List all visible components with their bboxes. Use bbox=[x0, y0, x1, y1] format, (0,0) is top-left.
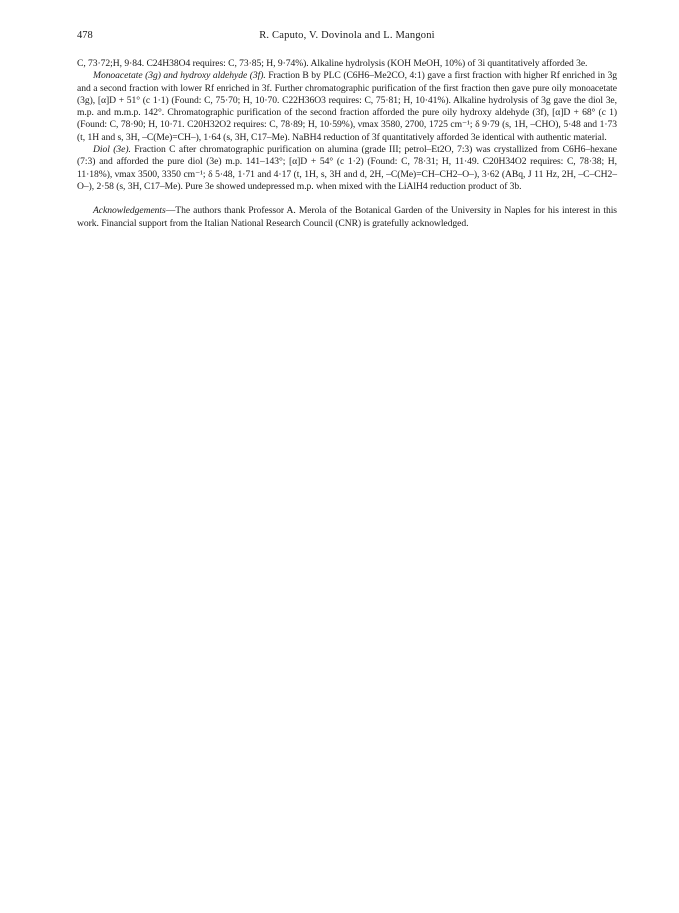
running-head-authors: R. Caputo, V. Dovinola and L. Mangoni bbox=[259, 30, 435, 41]
paragraph-diol bbox=[77, 144, 617, 193]
section-heading-monoacetate: Monoacetate (3g) and hydroxy aldehyde (3f). bbox=[93, 70, 266, 82]
section-heading-diol: Diol (3e). bbox=[93, 144, 131, 156]
paragraph-monoacetate-text: Fraction B by PLC (C6H6–Me2CO, 4:1) gave a first fraction with higher Rf enriched in 3g and a second fraction with lower Rf enriched in 3f. Further chromatographic purification of the first fraction then gave pure oily monoacetate (3g), [α]D + 51° (c 1·1) (Found: C, 75·70; H, 10·70. C22H36O3 requires: C, 75·81; H, 10·41%). Alkaline hydrolysis of 3g gave the diol 3e, m.p. and m.m.p. 142°. Chromatographic purification of the second fraction afforded the pure oily hydroxy aldehyde (3f), [α]D + 68° (c 1) (Found: C, 78·90; H, 10·71. C20H32O2 requires: C, 78·89; H, 10·59%), νmax 3580, 2700, 1725 cm⁻¹; δ 9·79 (s, 1H, –CHO), 5·48 and 1·73 (t, 1H and s, 3H, –C(Me)=CH–), 1·64 (s, 3H, C17–Me). NaBH4 reduction of 3f quantitatively afforded 3e identical with authentic material. bbox=[77, 70, 618, 143]
acknowledgements bbox=[77, 205, 617, 230]
acknowledgements-text: —The authors thank Professor A. Merola of the Botanical Garden of the University in Naples for his interest in this work. Financial support from the Italian National Research Council (CNR) is gratefully acknowledged. bbox=[77, 205, 617, 229]
paragraph-monoacetate bbox=[77, 70, 617, 144]
paragraph-analysis: C, 73·72;H, 9·84. C24H38O4 requires: C, 73·85; H, 9·74%). Alkaline hydrolysis (KOH MeOH, 10%) of 3i quantitatively afforded 3e. bbox=[77, 58, 588, 69]
spacer bbox=[77, 193, 617, 205]
paragraph-diol-text: Fraction C after chromatographic purification on alumina (grade III; petrol–Et2O, 7:3) was crystallized from C6H6–hexane (7:3) and afforded the pure diol (3e) m.p. 141–143°; [α]D + 54° (c 1·2) (Found: C, 78·31; H, 11·49. C20H34O2 requires: C, 78·38; H, 11·18%), νmax 3500, 3350 cm⁻¹; δ 5·48, 1·71 and 4·17 (t, 1H, s, 3H and d, 2H, –C(Me)=CH–CH2–O–), 3·62 (ABq, J 11 Hz, 2H, –C–CH2–O–), 2·58 (s, 3H, C17–Me). Pure 3e showed undepressed m.p. when mixed with the LiAlH4 reduction product of 3b. bbox=[77, 144, 617, 192]
running-head bbox=[77, 30, 617, 46]
journal-page bbox=[77, 30, 617, 230]
page-number: 478 bbox=[77, 30, 93, 41]
acknowledgements-heading: Acknowledgements bbox=[93, 205, 166, 217]
